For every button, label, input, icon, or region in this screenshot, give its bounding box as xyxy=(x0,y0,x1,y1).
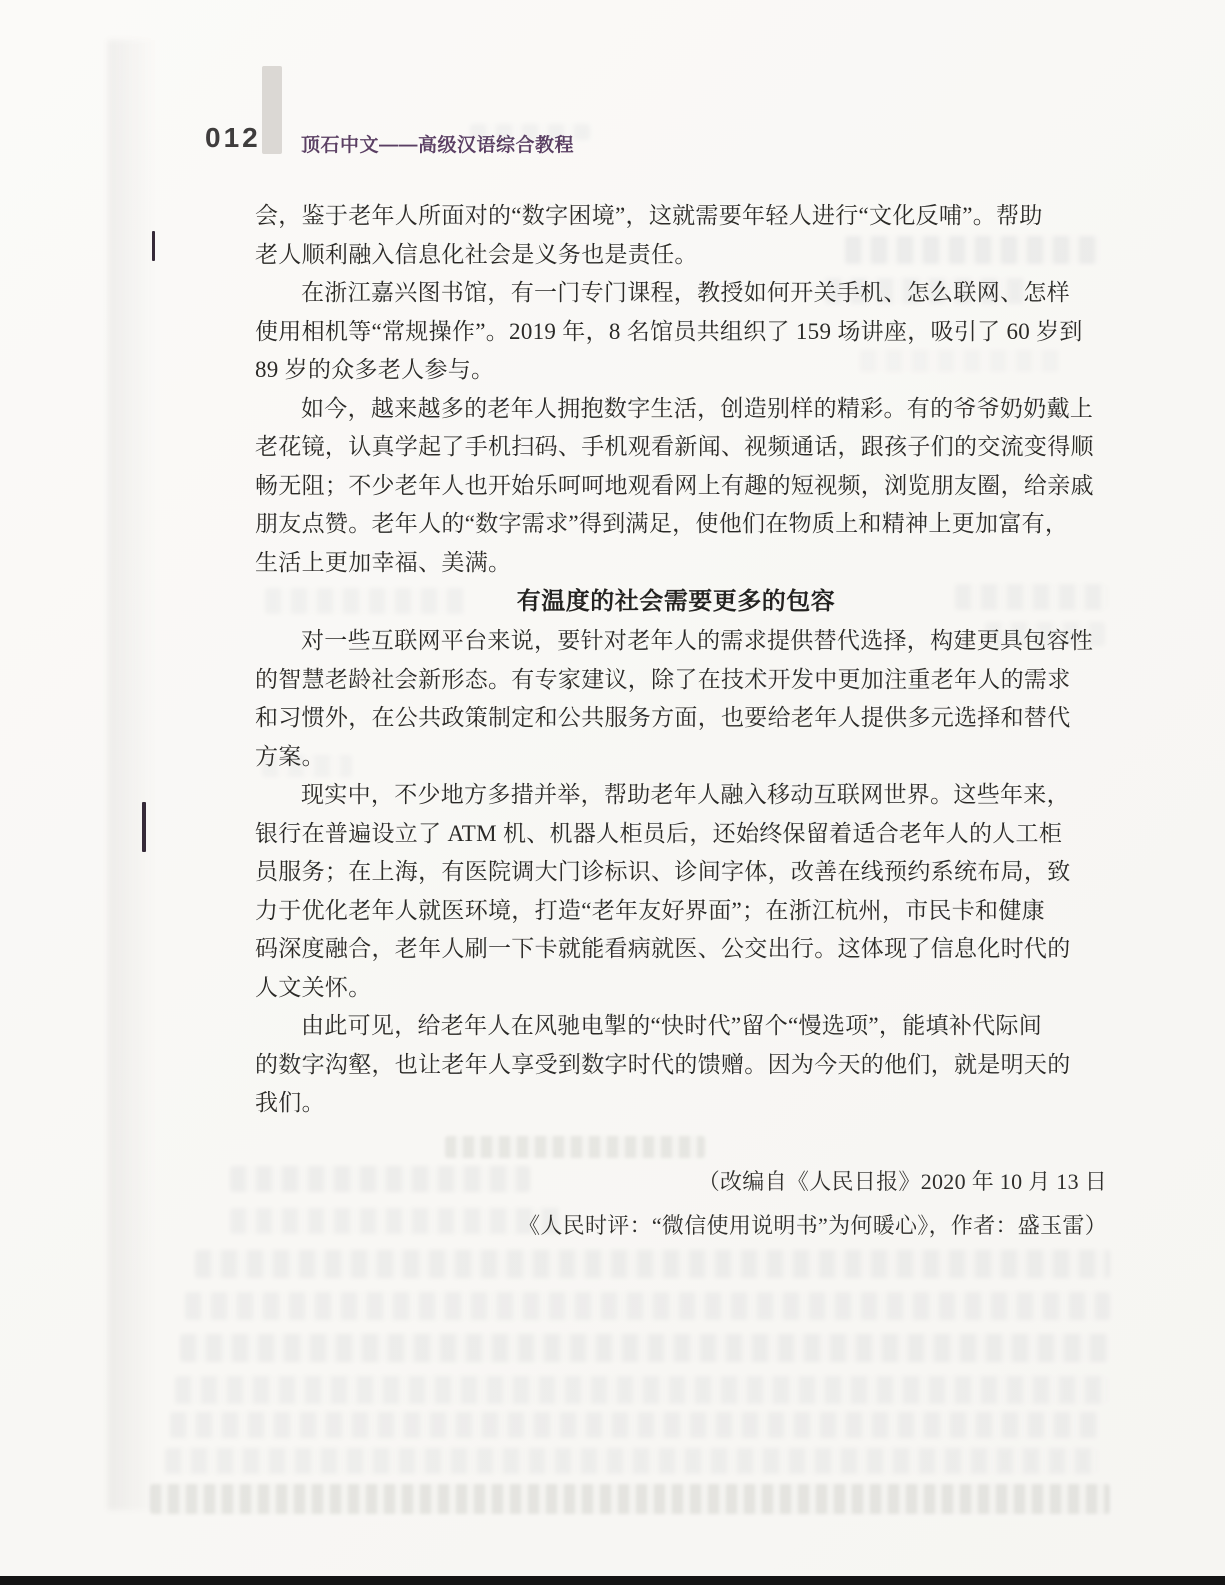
text-line: 的智慧老龄社会新形态。有专家建议，除了在技术开发中更加注重老年人的需求 xyxy=(255,666,1071,692)
text-line: 人文关怀。 xyxy=(255,974,372,1000)
page-header xyxy=(0,0,1225,170)
section-heading: 有温度的社会需要更多的包容 xyxy=(516,588,836,615)
text-line: 生活上更加幸福、美满。 xyxy=(255,549,512,575)
bleedthrough-ghost xyxy=(175,1376,1110,1404)
article-body xyxy=(255,197,1097,1123)
book-title: 顶石中文——高级汉语综合教程 xyxy=(301,135,575,156)
text-line: 和习惯外，在公共政策制定和公共服务方面，也要给老年人提供多元选择和替代 xyxy=(255,705,1071,730)
citation-line-source: （改编自《人民日报》2020 年 10 月 13 日 xyxy=(697,1169,1107,1194)
text-line: 89 岁的众多老人参与。 xyxy=(255,357,495,382)
text-line: 力于优化老年人就医环境，打造“老年友好界面”；在浙江杭州，市民卡和健康 xyxy=(255,897,1045,923)
text-line: 由此可见，给老年人在风驰电掣的“快时代”留个“慢选项”，能填补代际间 xyxy=(301,1013,1043,1038)
margin-pencil-mark xyxy=(152,231,155,261)
bleedthrough-ghost xyxy=(150,1484,1110,1514)
bleedthrough-ghost xyxy=(470,124,590,140)
text-line: 老人顺利融入信息化社会是义务也是责任。 xyxy=(255,241,698,267)
bleedthrough-ghost xyxy=(445,1136,705,1158)
margin-pencil-mark xyxy=(142,802,146,852)
bleedthrough-ghost xyxy=(195,1250,1110,1278)
page-number: 012 xyxy=(205,122,261,153)
text-line: 会，鉴于老年人所面对的“数字困境”，这就需要年轻人进行“文化反哺”。帮助 xyxy=(255,203,1043,228)
text-line: 方案。 xyxy=(255,743,325,769)
text-line: 朋友点赞。老年人的“数字需求”得到满足，使他们在物质上和精神上更加富有， xyxy=(255,511,1069,536)
text-line: 对一些互联网平台来说，要针对老年人的需求提供替代选择，构建更具包容性 xyxy=(301,628,1094,653)
text-line: 在浙江嘉兴图书馆，有一门专门课程，教授如何开关手机、怎么联网、怎样 xyxy=(301,280,1070,305)
page-gutter-shadow xyxy=(108,40,156,1510)
bleedthrough-ghost xyxy=(165,1448,1100,1474)
text-line: 畅无阻；不少老年人也开始乐呵呵地观看网上有趣的短视频，浏览朋友圈，给亲戚 xyxy=(255,472,1094,498)
text-line: 现实中，不少地方多措并举，帮助老年人融入移动互联网世界。这些年来， xyxy=(301,782,1070,807)
bleedthrough-ghost xyxy=(185,1292,1110,1320)
text-line: 员服务；在上海，有医院调大门诊标识、诊间字体，改善在线预约系统布局，致 xyxy=(255,859,1071,884)
citation-line-title-author: 《人民时评：“微信使用说明书”为何暖心》，作者：盛玉雷） xyxy=(518,1213,1107,1238)
text-line: 老花镜，认真学起了手机扫码、手机观看新闻、视频通话，跟孩子们的交流变得顺 xyxy=(255,434,1094,459)
citation xyxy=(255,1160,1107,1248)
text-line: 码深度融合，老年人刷一下卡就能看病就医、公交出行。这体现了信息化时代的 xyxy=(255,936,1071,961)
text-line: 我们。 xyxy=(255,1090,325,1115)
text-line: 如今，越来越多的老年人拥抱数字生活，创造别样的精彩。有的爷爷奶奶戴上 xyxy=(301,395,1094,421)
bleedthrough-ghost xyxy=(170,1412,1100,1438)
text-line: 使用相机等“常规操作”。2019 年，8 名馆员共组织了 159 场讲座，吸引了 60 岁到 xyxy=(255,318,1083,344)
scan-edge-bar xyxy=(0,1576,1225,1585)
text-line: 的数字沟壑，也让老年人享受到数字时代的馈赠。因为今天的他们，就是明天的 xyxy=(255,1051,1071,1077)
text-line: 银行在普遍设立了 ATM 机、机器人柜员后，还始终保留着适合老年人的人工柜 xyxy=(255,820,1063,846)
bleedthrough-ghost xyxy=(180,1334,1110,1362)
chapter-tab-mark xyxy=(262,66,282,154)
